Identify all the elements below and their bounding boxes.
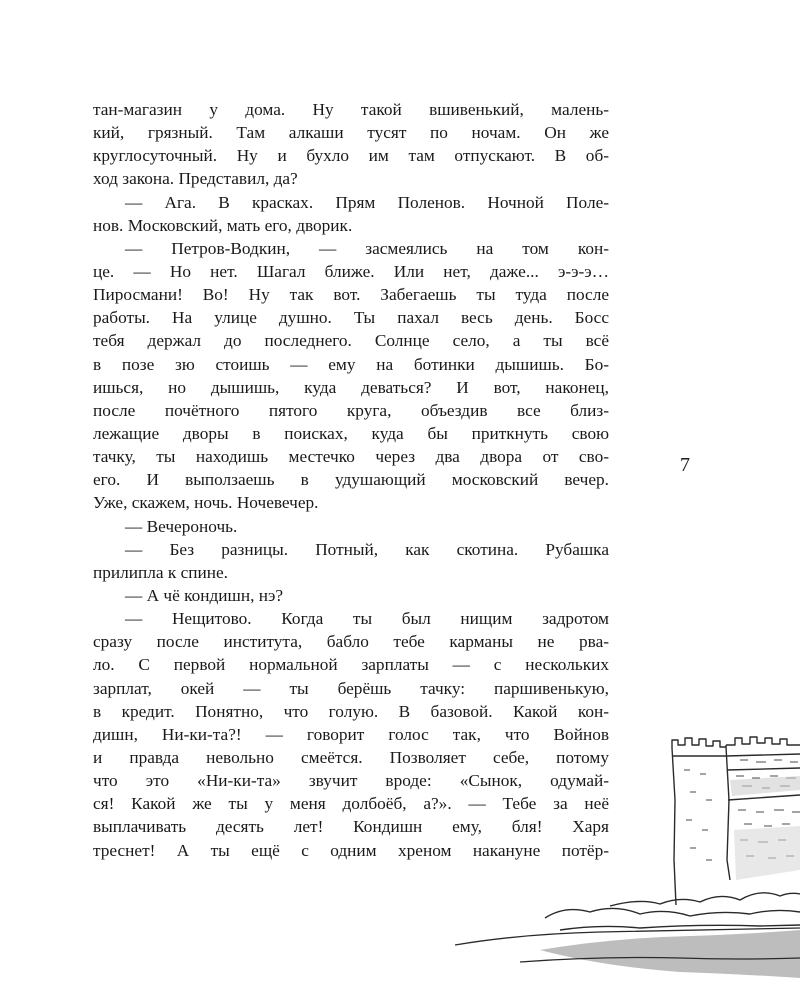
text-line: лежащие дворы в поисках, куда бы приткнуть свою — [93, 423, 609, 443]
text-line: в позе зю стоишь — ему на ботинки дышишь. Бо- — [93, 354, 609, 374]
text-line: ишься, но дышишь, куда деваться? И вот, наконец, — [93, 377, 609, 397]
text-line: дишн, Ни-ки-та?! — говорит голос так, что Войнов — [93, 724, 609, 744]
text-line: после почётного пятого круга, объездив все близ- — [93, 400, 609, 420]
text-line: — Без разницы. Потный, как скотина. Рубашка — [125, 539, 609, 559]
text-line: выплачивать десять лет! Кондишн ему, бля! Харя — [93, 817, 609, 837]
text-line: в кредит. Понятно, что голую. В базовой. Какой кон- — [93, 701, 609, 721]
text-line: прилипла к спине. — [93, 562, 228, 582]
text-line: и правда невольно смеётся. Позволяет себе, потому — [93, 747, 609, 767]
text-line: работы. На улице душно. Ты пахал весь день. Босс — [93, 308, 609, 328]
text-line: что это «Ни-ки-та» звучит вроде: «Сынок, одумай- — [93, 771, 609, 791]
text-line: тачку, ты находишь местечко через два двора от сво- — [93, 447, 609, 467]
text-line: це. — Но нет. Шагал ближе. Или нет, даже... э-э-э… — [93, 261, 609, 281]
text-line: — Вечероночь. — [125, 516, 238, 536]
text-line: его. И выползаешь в удушающий московский вечер. — [93, 470, 609, 490]
text-line: тан-магазин у дома. Ну такой вшивенький, малень- — [93, 100, 609, 119]
text-line: — Нещитово. Когда ты был нищим задротом — [125, 609, 609, 629]
text-line: Уже, скажем, ночь. Ночевечер. — [93, 493, 319, 513]
text-line: — А чё кондишн, нэ? — [125, 585, 284, 605]
text-line: круглосуточный. Ну и бухло им там отпускают. В об- — [93, 146, 609, 166]
text-line: ход закона. Представил, да? — [93, 169, 298, 189]
text-line: тебя держал до последнего. Солнце село, а ты всё — [93, 331, 609, 351]
text-line: ся! Какой же ты у меня долбоёб, а?». — Тебе за неё — [93, 794, 609, 814]
text-line: ло. С первой нормальной зарплаты — с нескольких — [93, 655, 609, 675]
text-line: Пиросмани! Во! Ну так вот. Забегаешь ты туда после — [93, 285, 609, 305]
text-line: сразу после института, бабло тебе карманы не рва- — [93, 632, 609, 652]
text-line: кий, грязный. Там алкаши тусят по ночам. Он же — [93, 123, 609, 143]
text-line: — Петров-Водкин, — засмеялись на том кон- — [125, 238, 609, 258]
text-line: нов. Московский, мать его, дворик. — [93, 215, 353, 235]
text-line: зарплат, окей — ты берёшь тачку: паршивенькую, — [93, 678, 609, 698]
text-line: — Ага. В красках. Прям Поленов. Ночной Поле- — [125, 192, 609, 212]
text-line: треснет! А ты ещё с одним хреном накануне потёр- — [93, 840, 609, 860]
page-number: 7 — [680, 454, 690, 476]
